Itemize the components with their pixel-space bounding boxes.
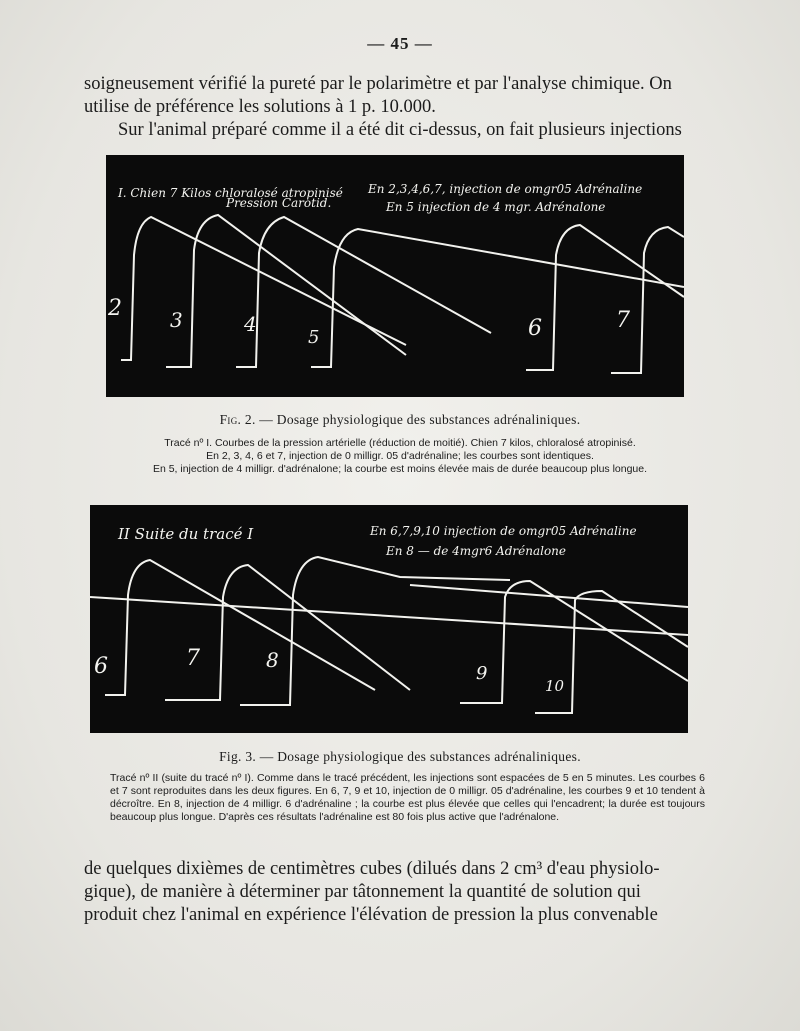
text-line: soigneusement vérifié la pureté par le polarimètre et par l'analyse chimique. On xyxy=(84,74,672,94)
curve-7 xyxy=(611,227,684,373)
curve-label: 3 xyxy=(170,308,183,332)
figure-3-note-line1: En 6,7,9,10 injection de omgr05 Adrénaline xyxy=(370,524,637,538)
curve-5 xyxy=(311,229,684,367)
page-number: — 45 — xyxy=(367,34,433,53)
curve-label: 9 xyxy=(476,663,488,684)
curve-label: 6 xyxy=(94,654,108,679)
figure-2-curves xyxy=(121,215,684,373)
caption-line: En 2, 3, 4, 6 et 7, injection de 0 milligr. 05 d'adrénaline; les courbes sont identiques. xyxy=(206,450,594,462)
curve-7 xyxy=(165,565,410,700)
curve-label: 7 xyxy=(616,308,630,333)
top-paragraph xyxy=(84,73,704,142)
figure-3-tracing xyxy=(90,505,688,733)
curve-label: 4 xyxy=(244,312,257,336)
figure-3-title-line1: II Suite du tracé I xyxy=(118,525,254,543)
curve-4 xyxy=(236,217,491,367)
curve-6 xyxy=(105,560,375,695)
text-line: de quelques dixièmes de centimètres cubes (dilués dans 2 cm³ d'eau physiolo- xyxy=(84,859,660,879)
baseline-right xyxy=(410,585,688,607)
figure-2-title-line1: I. Chien 7 Kilos chloralosé atropinisé xyxy=(118,186,343,200)
curve-label: 10 xyxy=(545,677,565,695)
figure-3-caption-body xyxy=(110,772,705,824)
text-line: gique), de manière à déterminer par tâtonnement la quantité de solution qui xyxy=(84,882,641,902)
caption-paragraph: Tracé nº II (suite du tracé nº I). Comme dans le tracé précédent, les injections sont espacées de 5 en 5 minutes. Les courbes 6 et 7 sont reproduites dans les deux figures. En 6, 7, 9 et 10, injection de 0 milligr. 05 d'adrénaline, les courbes 9 et 10 tendent à décroître. En 8, injection de 4 milligr. 6 d'adrénaline ; la courbe est plus élevée que celles qui l'encadrent; la durée est toujours beaucoup plus longue. D'après ces résultats l'adrénaline est 80 fois plus active que l'adrénalone. xyxy=(110,772,705,823)
figure-2-caption-text: 2. — Dosage physiologique des substances adrénaliniques. xyxy=(244,412,581,427)
figure-3-caption-title: Fig. 3. — Dosage physiologique des substances adrénaliniques. xyxy=(219,749,581,764)
curve-label: 7 xyxy=(186,646,200,671)
curve-6 xyxy=(526,225,684,370)
figure-3-note-line2: En 8 — de 4mgr6 Adrénalone xyxy=(386,544,567,558)
figure-3-plot xyxy=(90,505,688,733)
figure-2-note-line2: En 5 injection de 4 mgr. Adrénalone xyxy=(386,200,606,214)
curve-label: 6 xyxy=(528,316,542,341)
figure-3-curves xyxy=(90,557,688,713)
caption-line: Tracé nº I. Courbes de la pression artérielle (réduction de moitié). Chien 7 kilos, chloralosé atropinisé. xyxy=(164,437,636,449)
text-line: Sur l'animal préparé comme il a été dit ci-dessus, on fait plusieurs injections xyxy=(118,120,682,140)
figure-2-tracing xyxy=(106,155,684,397)
figure-2-caption-prefix: Fig. xyxy=(219,412,242,427)
text-line: produit chez l'animal en expérience l'élévation de pression la plus convenable xyxy=(84,905,658,925)
figure-2-note-line1: En 2,3,4,6,7, injection de omgr05 Adrénaline xyxy=(368,182,643,196)
figure-2-plot xyxy=(106,155,684,397)
caption-line: En 5, injection de 4 milligr. d'adrénalone; la courbe est moins élevée mais de durée beaucoup plus longue. xyxy=(152,463,648,475)
curve-3 xyxy=(166,215,406,367)
text-line: utilise de préférence les solutions à 1 p. 10.000. xyxy=(84,97,436,117)
figure-2-title-line2: Pression Carotid. xyxy=(226,196,332,210)
figure-2-caption-body xyxy=(100,437,700,476)
curve-label: 2 xyxy=(108,296,122,321)
baseline-left xyxy=(90,597,688,635)
figure-2-caption-title xyxy=(0,412,800,428)
curve-label: 8 xyxy=(266,648,279,672)
curve-label: 5 xyxy=(308,327,320,348)
bottom-paragraph xyxy=(84,858,704,927)
curve-8 xyxy=(240,557,510,705)
